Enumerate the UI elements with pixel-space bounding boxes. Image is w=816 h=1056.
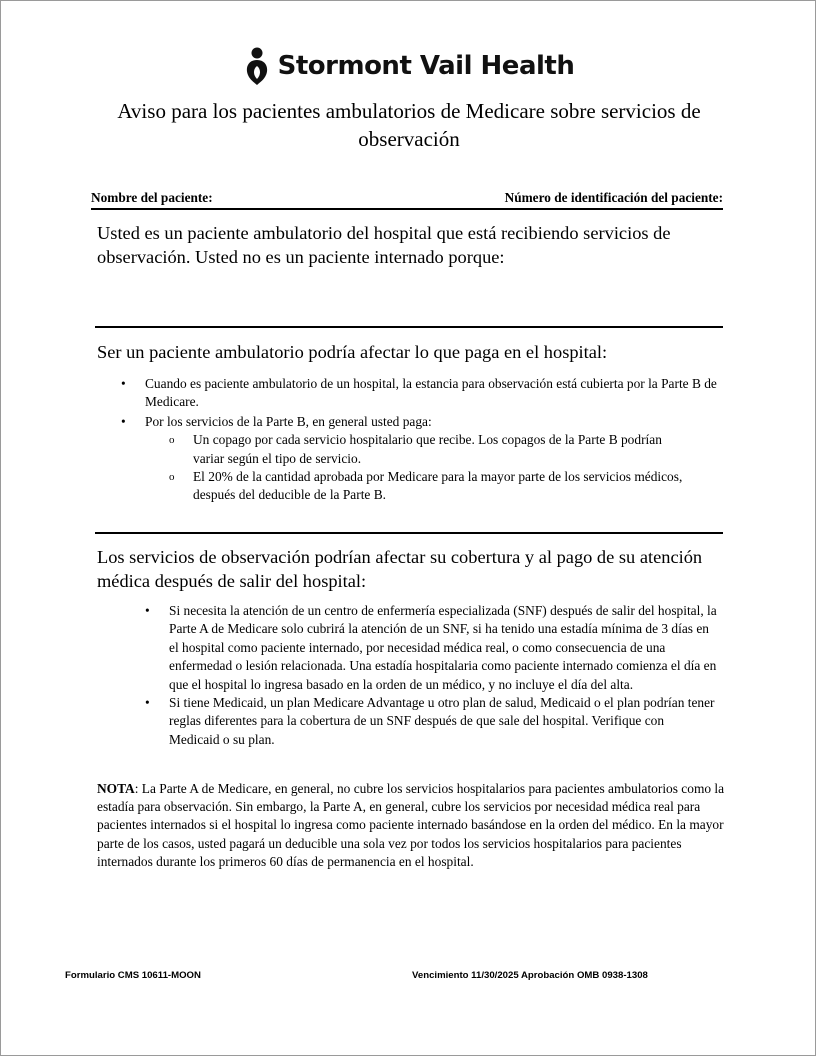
form-expiry: Vencimiento 11/30/2025 Aprobación OMB 0938-1308 bbox=[412, 970, 648, 981]
circle-bullet-icon: o bbox=[169, 434, 175, 447]
list-item: • Si necesita la atención de un centro de enfermería especializada (SNF) después de salir del hospital, la Parte A de Medicare solo cubrirá la atención de un SNF, si ha tenido una estadía mínima de 3 días en el hospital como paciente internado, por necesidad médica real, o como consecuencia de una enfermedad o lesión relacionada. Una estadía hospitalaria como paciente internado comienza el día en que el hospital lo ingresa basado en la orden de un médico, y no incluye el día del alta. bbox=[145, 603, 717, 692]
section-divider-1 bbox=[95, 326, 723, 328]
list-item: • Por los servicios de la Parte B, en general usted paga: o Un copago por cada servicio hospitalario que recibe. Los copagos de la Parte B podrían variar según el tipo de servicio. o El 20% de la cantidad aprobada por Medicare para la mayor parte de los servicios médicos, después del deducible de la Parte B. bbox=[145, 413, 719, 505]
header-divider bbox=[91, 208, 723, 210]
list-item: • Cuando es paciente ambulatorio de un hospital, la estancia para observación está cubierta por la Parte B de Medicare. bbox=[121, 376, 717, 410]
section1-heading: Ser un paciente ambulatorio podría afectar lo que paga en el hospital: bbox=[97, 342, 608, 362]
brand-name: Stormont Vail Health bbox=[277, 51, 575, 81]
form-number: Formulario CMS 10611-MOON bbox=[65, 970, 201, 981]
stormont-vail-mark-icon bbox=[244, 47, 270, 85]
list-item: o El 20% de la cantidad aprobada por Medicare para la mayor parte de los servicios médicos, después del deducible de la Parte B. bbox=[169, 469, 683, 503]
section-divider-2 bbox=[95, 532, 723, 534]
note-paragraph bbox=[97, 780, 725, 871]
section1-sublist bbox=[169, 431, 695, 505]
bullet-dot-icon: • bbox=[121, 413, 126, 429]
patient-name-label: Nombre del paciente: bbox=[91, 190, 213, 205]
section2-list bbox=[145, 602, 717, 749]
brand-logo bbox=[1, 47, 816, 89]
list-item: • Si tiene Medicaid, un plan Medicare Advantage u otro plan de salud, Medicaid o el plan podrían tener reglas diferentes para la cobertura de un SNF después de que sale del hospital. Verifique con Medicaid o su plan. bbox=[145, 695, 715, 747]
page-title: Aviso para los pacientes ambulatorios de Medicare sobre servicios de observación bbox=[117, 99, 701, 151]
patient-id-label: Número de identificación del paciente: bbox=[504, 190, 723, 205]
bullet-dot-icon: • bbox=[121, 376, 126, 391]
bullet-dot-icon: • bbox=[145, 603, 150, 618]
circle-bullet-icon: o bbox=[169, 471, 175, 484]
bullet-dot-icon: • bbox=[145, 695, 150, 711]
list-item: o Un copago por cada servicio hospitalario que recibe. Los copagos de la Parte B podrían variar según el tipo de servicio. bbox=[169, 432, 662, 466]
note-label: NOTA bbox=[97, 781, 135, 796]
section1-list bbox=[121, 375, 719, 505]
note-text: : La Parte A de Medicare, en general, no cubre los servicios hospitalarios para pacientes ambulatorios como la estadía para observación. Sin embargo, la Parte A, en general, cubre los servicios por necesidad médica real para pacientes internados si el hospital lo ingresa como paciente internado basándose en la orden del médico. En la mayor parte de los casos, usted pagará un deducible una sola vez por todos los servicios hospitalarios para pacientes internados durante los primeros 60 días de permanencia en el hospital. bbox=[97, 781, 725, 869]
intro-paragraph: Usted es un paciente ambulatorio del hospital que está recibiendo servicios de observación. Usted no es un paciente internado porque: bbox=[97, 223, 671, 267]
section2-heading: Los servicios de observación podrían afectar su cobertura y al pago de su atención médica después de salir del hospital: bbox=[97, 547, 703, 591]
